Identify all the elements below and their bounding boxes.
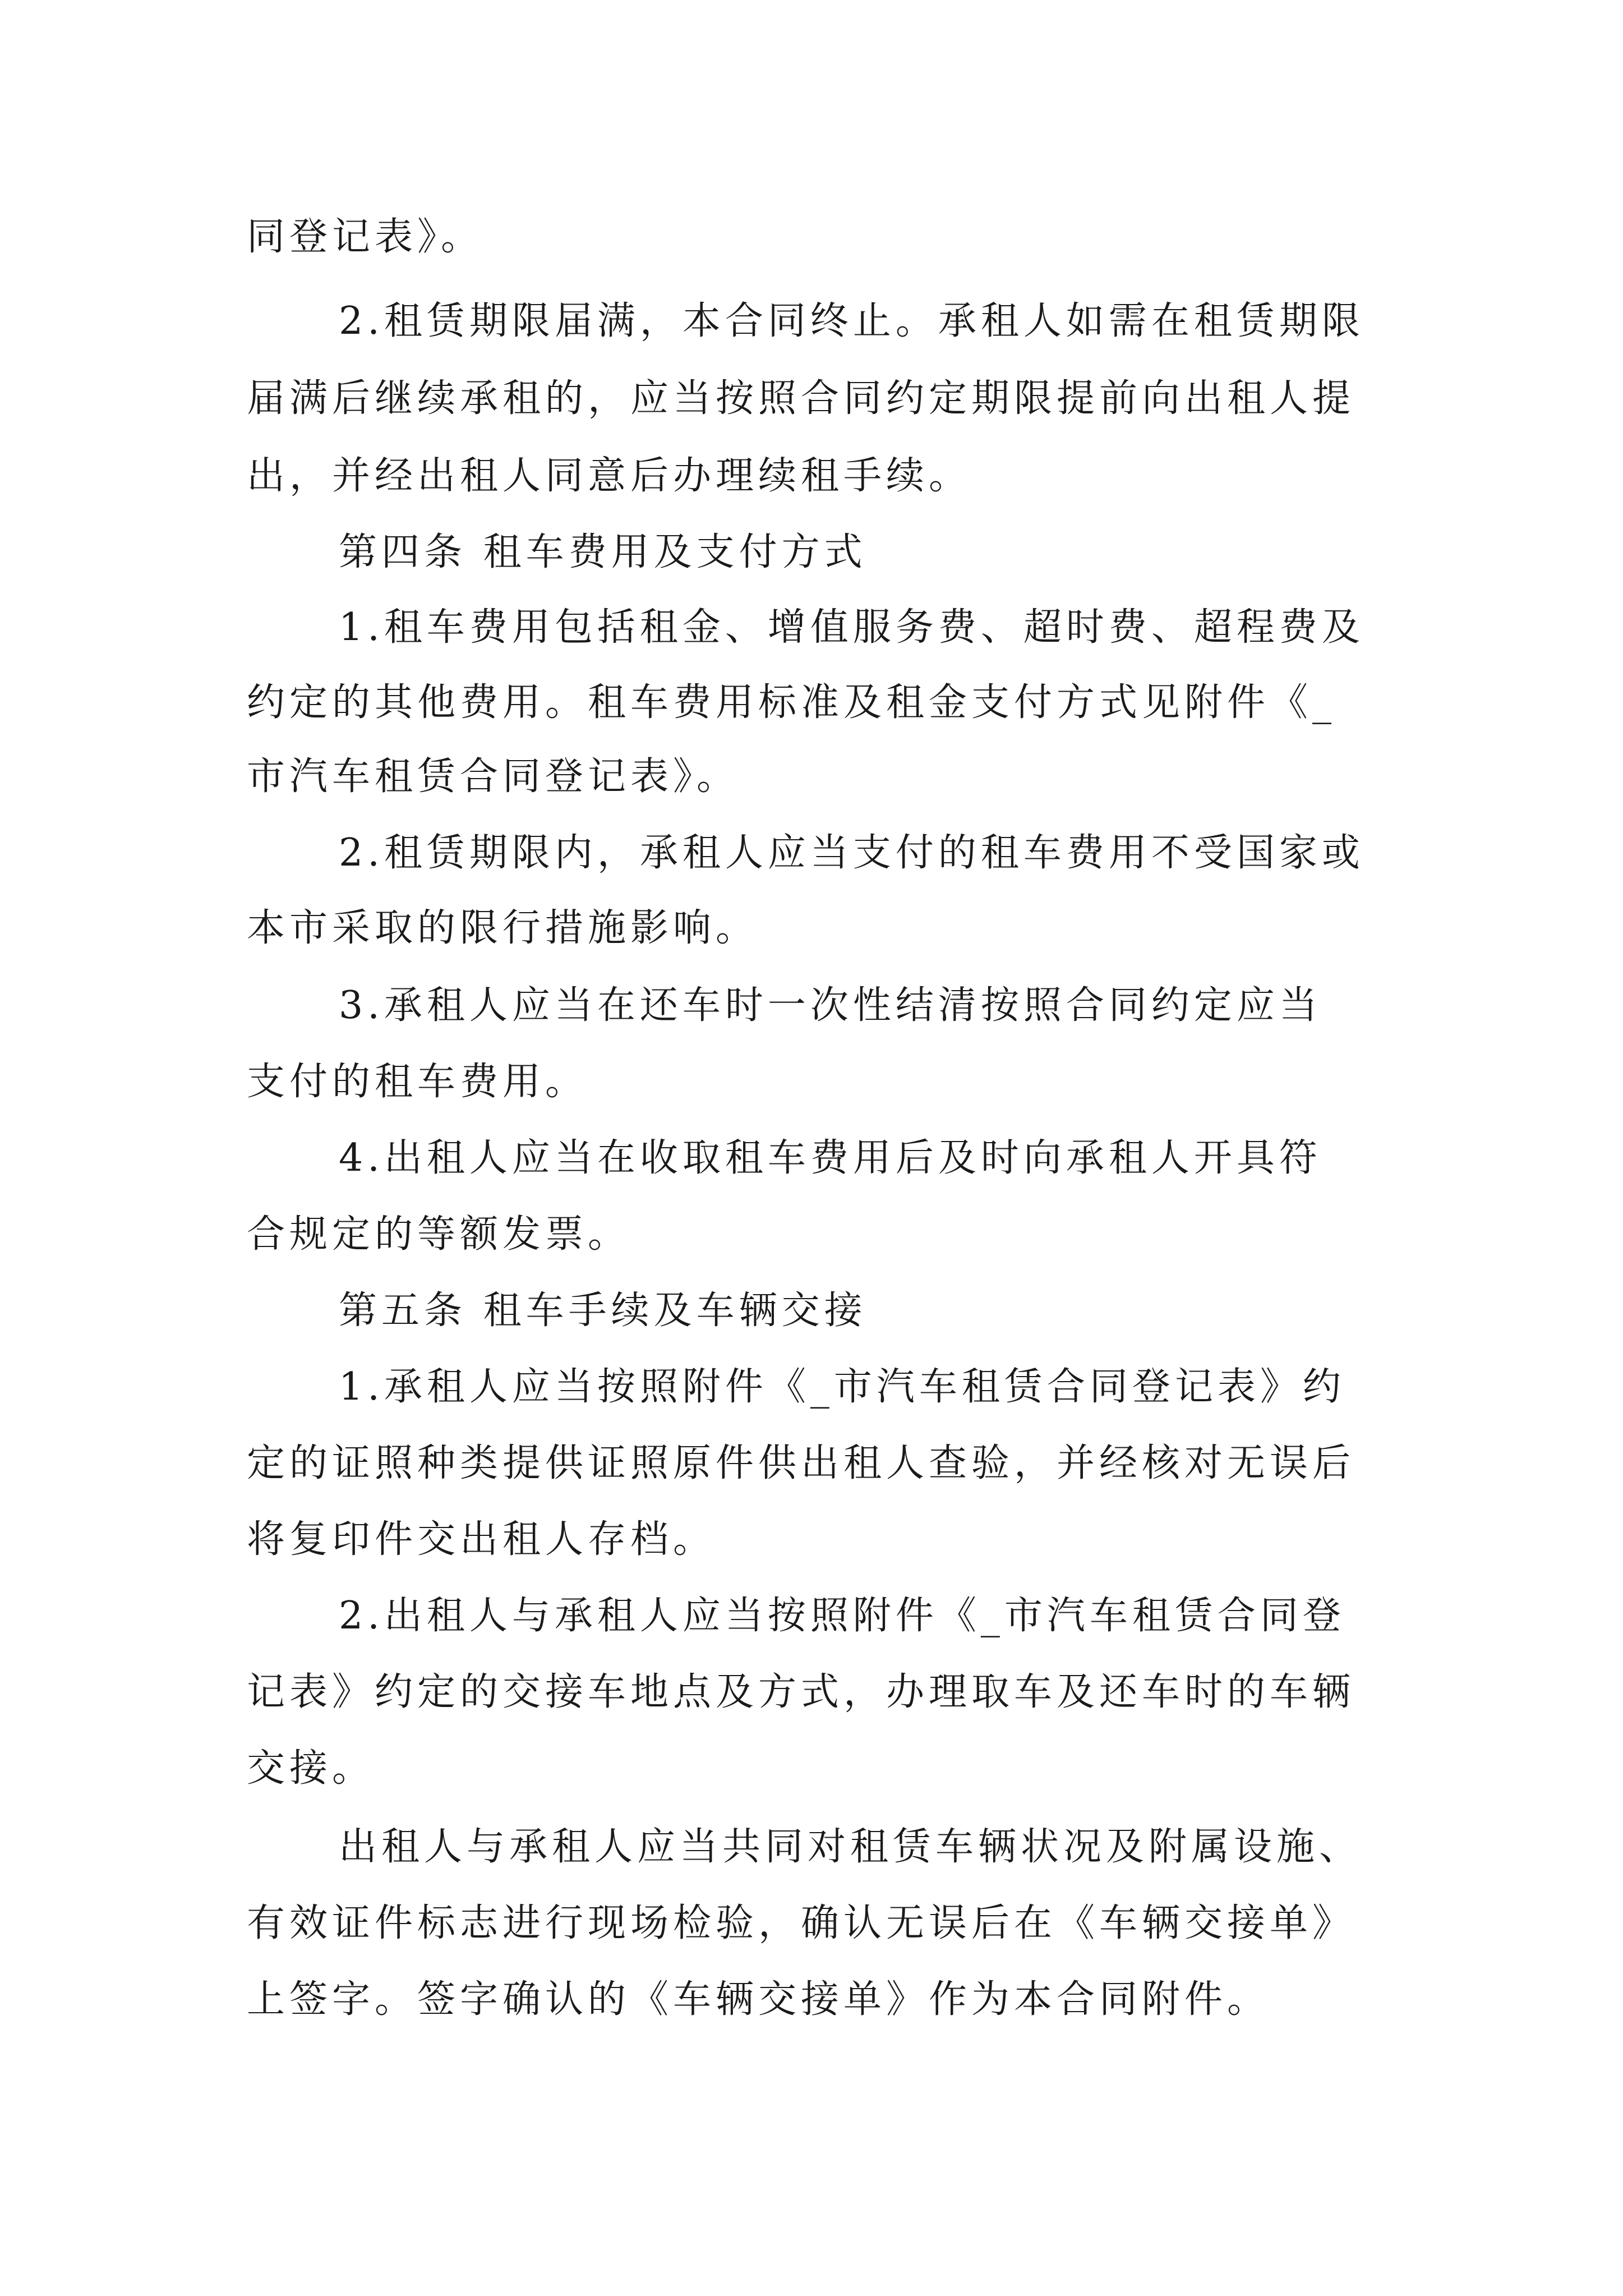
paragraph-line: 1.承租人应当按照附件《_市汽车租赁合同登记表》约	[339, 1365, 1345, 1409]
text-line: 定的证照种类提供证照原件供出租人查验，并经核对无误后	[247, 1441, 1355, 1485]
paragraph-line: 出租人与承租人应当共同对租赁车辆状况及附属设施、	[339, 1825, 1362, 1869]
text-line: 交接。	[247, 1746, 375, 1791]
text-line: 届满后继续承租的，应当按照合同约定期限提前向出租人提	[247, 376, 1355, 421]
paragraph-line: 4.出租人应当在收取租车费用后及时向承租人开具符	[339, 1136, 1322, 1180]
text-line: 同登记表》。	[247, 215, 484, 259]
paragraph-line: 1.租车费用包括租金、增值服务费、超时费、超程费及	[339, 605, 1364, 650]
text-line: 出，并经出租人同意后办理续租手续。	[247, 454, 972, 498]
text-line: 合规定的等额发票。	[247, 1212, 631, 1257]
text-line: 约定的其他费用。租车费用标准及租金支付方式见附件《_	[247, 680, 1336, 725]
text-line: 市汽车租赁合同登记表》。	[247, 754, 740, 799]
text-line: 本市采取的限行措施影响。	[247, 906, 759, 950]
paragraph-line: 2.出租人与承租人应当按照附件《_市汽车租赁合同登	[339, 1594, 1345, 1638]
text-line: 上签字。签字确认的《车辆交接单》作为本合同附件。	[247, 1977, 1270, 2022]
text-line: 记表》约定的交接车地点及方式，办理取车及还车时的车辆	[247, 1670, 1355, 1714]
paragraph-line: 2.租赁期限届满，本合同终止。承租人如需在租赁期限	[339, 299, 1364, 343]
article-heading: 第四条 租车费用及支付方式	[339, 530, 867, 574]
text-line: 有效证件标志进行现场检验，确认无误后在《车辆交接单》	[247, 1901, 1355, 1945]
paragraph-line: 3.承租人应当在还车时一次性结清按照合同约定应当	[339, 983, 1322, 1028]
article-heading: 第五条 租车手续及车辆交接	[339, 1289, 867, 1333]
paragraph-line: 2.租赁期限内，承租人应当支付的租车费用不受国家或	[339, 831, 1364, 875]
text-line: 将复印件交出租人存档。	[247, 1517, 716, 1562]
text-line: 支付的租车费用。	[247, 1060, 588, 1104]
